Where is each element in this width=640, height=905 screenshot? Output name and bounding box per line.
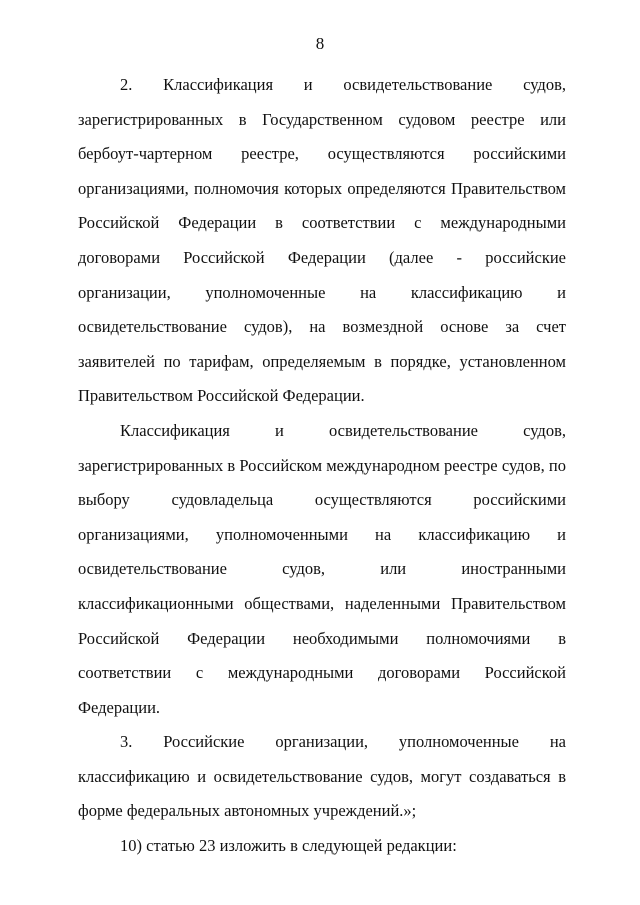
paragraph-classification-state-register: 2. Классификация и освидетельствование судов, зарегистрированных в Государственном судовом реестре или бербоут-чартерном реестре, осуществляются российскими организациями, полномочия которых определяются Правительством Российской Федерации в соответствии с международными договорами Российской Федерации (далее - российские организации, уполномоченные на классификацию и освидетельствование судов), на возмездной основе за счет заявителей по тарифам, определяемым в порядке, установленном Правительством Российской Федерации.	[78, 75, 566, 406]
page-number: 8	[315, 34, 325, 53]
document-body	[78, 68, 566, 864]
paragraph-article-23-amendment: 10) статью 23 изложить в следующей редакции:	[120, 836, 457, 856]
paragraph-organization-form: 3. Российские организации, уполномоченные на классификацию и освидетельствование судов, могут создаваться в форме федеральных автономных учреждений.»;	[78, 732, 566, 821]
paragraph-classification-international-register: Классификация и освидетельствование судов, зарегистрированных в Российском международном реестре судов, по выбору судовладельца осуществляются российскими организациями, уполномоченными на классификацию и освидетельствование судов, или иностранными классификационными обществами, наделенными Правительством Российской Федерации необходимыми полномочиями в соответствии с международными договорами Российской Федерации.	[78, 420, 566, 717]
